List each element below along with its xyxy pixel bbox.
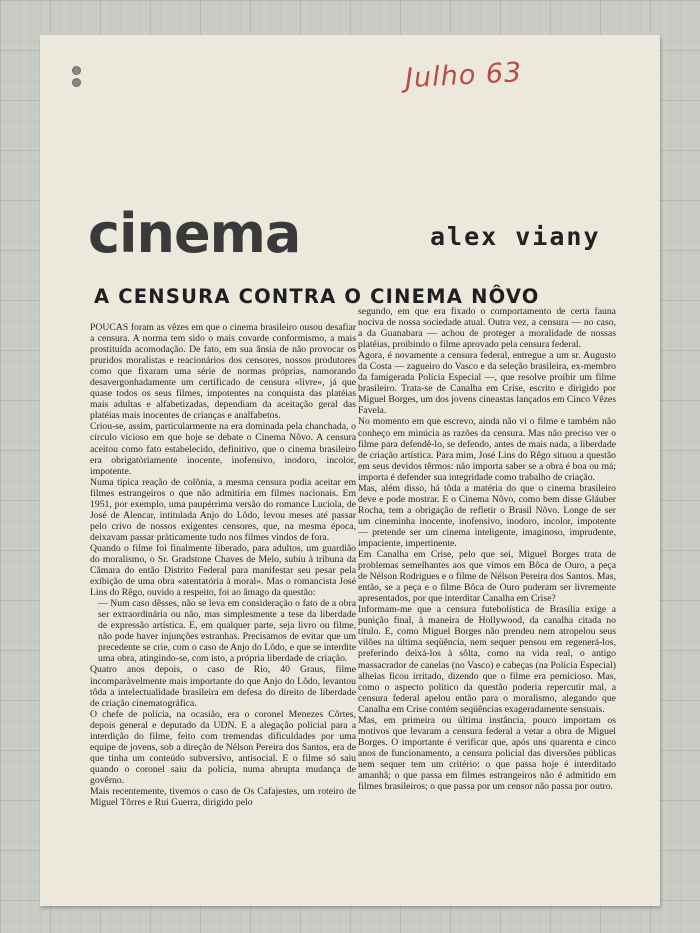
paragraph: Quando o filme foi finalmente liberado, para adultos, um guardião do moralismo, o Sr. Gradstone Chaves de Melo, subiu à tribuna da Câmara do então Distrito Federal para manifestar seu pesar pela exibição de uma obra «atentatória à moral». Mas o romancista José Lins do Rêgo, ouvido a respeito, foi ao âmago da questão: <box>90 542 356 599</box>
paragraph: Mais recentemente, tivemos o caso de Os Cafajestes, um roteiro de Miguel Tôrres e Rui Guerra, dirigido pelo <box>90 785 356 809</box>
quote-paragraph: — Num caso dêsses, não se leva em consideração o fato de a obra ser extraordinária ou não, mas simplesmente a tese da liberdade de expressão artística. E, em qualquer parte, seja livro ou filme, não pode haver injunções estranhas. Precisamos de evitar que um precedente se crie, com o caso de Anjo do Lôdo, e que se interdite uma obra, atingindo-se, com isto, a própria liberdade de criação. <box>98 598 356 665</box>
paragraph: segundo, em que era fixado o comportamento de certa fauna nociva de nossa sociedade atual. Outra vez, a censura — no caso, a da Guanabara — achou de proteger a moralidade de nossas platéias, proibindo o filme aprovado pela censura federal. <box>358 306 616 351</box>
paragraph: O chefe de polícia, na ocasião, era o coronel Menezes Côrtes, depois general e deputado da UDN. E a alegação policial para a interdição do filme, feito com tremendas dificuldades por uma equipe de jovens, sob a direção de Nélson Pereira dos Santos, era de que tinha um conteúdo subversivo, antisocial. E o filme só saiu quando o coronel saiu da polícia, numa abrupta mudança de govêrno. <box>90 708 356 786</box>
paragraph: Criou-se, assim, particularmente na era dominada pela chanchada, o círculo vicioso em que hoje se debate o Cinema Nôvo. A censura aceitou como fato estabelecido, definitivo, que o cinema brasileiro era obrigatòriamente inocente, inofensivo, inodoro, incolor, impotente. <box>90 421 356 477</box>
paragraph: Em Canalha em Crise, pelo que sei, Miguel Borges trata de problemas semelhantes aos que vimos em Bôca de Ouro, a peça de Nélson Rodrigues e o filme de Nélson Pereira dos Santos. Mas, então, se a peça e o filme Bôca de Ouro puderam ser livremente apresentados, por que interditar Canalha em Crise? <box>358 549 616 605</box>
section-title: cinema <box>88 202 301 265</box>
paragraph: No momento em que escrevo, ainda não vi o filme e também não conheço em minúcia as razões da censura. Mas não preciso ver o filme para defendê-lo, se defendo, antes de mais nada, a liberdade de criação artística. Para mim, José Lins do Rêgo situou a questão em seus devidos têrmos: não importa saber se a obra é boa ou má; importa é defender sua integridade como trabalho de criação. <box>358 416 616 483</box>
article-left-column <box>90 322 356 842</box>
article-headline: A CENSURA CONTRA O CINEMA NÔVO <box>94 285 540 308</box>
handwritten-date-note: Julho 63 <box>404 57 523 95</box>
paragraph: Informam-me que a censura futebolística de Brasília exige a punição final, à maneira de Hollywood, da canalha citada no título. E, como Miguel Borges não prendeu nem atropelou seus vilões na última seqüência, nem sequer pensou em regenerá-los, preferindo deixá-los à sôlta, como na vida real, o antigo massacrador de canelas (no Vasco) e cabeças (na Polícia Especial) alheias ficou irritado, dizendo que o filme era pernicioso. Mas, como o aspecto político da questão poderia repercutir mal, a censura federal apelou então para o moralismo, alegando que Canalha em Crise contém seqüências exageradamente sensuais. <box>358 604 616 715</box>
paragraph: POUCAS foram as vêzes em que o cinema brasileiro ousou desafiar a censura. A norma tem sido o mais covarde conformismo, a mais prostituída acomodação. De fato, em sua ânsia de não provocar os pruridos moralistas e reacionários dos censores, nossos produtores como que fixaram uma série de normas próprias, namorando desavergonhadamente um certificado de censura «livre», já que quase todos os seus filmes, impotentes na conquista das platéias mais adultas e alfabetizadas, dependiam da aceitação geral das platéias mais inocentes de crianças e analfabetos. <box>90 322 356 422</box>
article-right-column <box>358 306 616 846</box>
staple-hole <box>72 66 81 75</box>
staple-hole <box>72 78 81 87</box>
paragraph: Quatro anos depois, o caso de Rio, 40 Graus, filme incomparàvelmente mais importante do que Anjo do Lôdo, levantou tôda a intelectualidade brasileira em defesa do direito de liberdade de criação cinematográfica. <box>90 664 356 709</box>
paragraph: Agora, é novamente a censura federal, entregue a um sr. Augusto da Costa — zagueiro do Vasco e da seleção brasileira, ex-membro da famigerada Polícia Especial —, que resolve proibir um filme brasileiro. Trata-se de Canalha em Crise, escrito e dirigido por Miguel Borges, um dos jovens cineastas lançados em Cinco Vêzes Favela. <box>358 350 616 417</box>
paragraph: Mas, em primeira ou última instância, pouco importam os motivos que levaram a censura federal a vetar a obra de Miguel Borges. O importante é verificar que, após uns quarenta e cinco anos de funcionamento, a censura policial das diversões públicas nem sequer tem um critério: o que passa hoje é interditado amanhã; o que passa em filmes estrangeiros não é admitido em filmes brasileiros; o que passa por um censor não passa por outro. <box>358 714 616 793</box>
paragraph: Numa típica reação de colônia, a mesma censura podia aceitar em filmes estrangeiros o que não admitiria em filmes nacionais. Em 1951, por exemplo, uma paupérrima versão do romance Lucíola, de José de Alencar, intitulada Anjo do Lôdo, levou meses até passar pelo crivo de nossos exigentes censores, que, na mesma época, deixavam passar pràticamente tudo nos filmes vindos de fora. <box>90 476 356 543</box>
author-byline: alex viany <box>430 222 601 251</box>
paragraph: Mas, além disso, há tôda a matéria do que o cinema brasileiro deve e pode mostrar. E o Cinema Nôvo, como bem disse Gláuber Rocha, tem a obrigação de refletir o Brasil Nôvo. Longe de ser um cineminha inocente, inofensivo, inodoro, incolor, impotente — pretende ser um cinema inteligente, imaginoso, imprudente, impaciente, impertinente. <box>358 482 616 549</box>
